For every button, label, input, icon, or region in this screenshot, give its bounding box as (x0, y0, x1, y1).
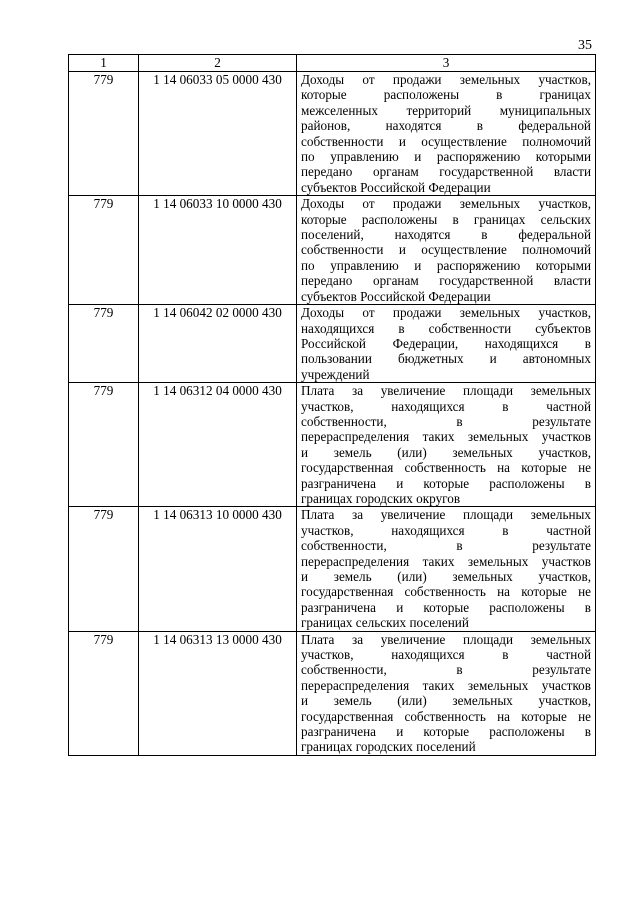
page-number: 35 (578, 38, 592, 53)
revenue-name-line: и земель (или) земельных участков, (301, 693, 591, 709)
revenue-name-line: разграничена и которые расположены в (301, 599, 591, 615)
revenue-name-line: перераспределения таких земельных участков (301, 677, 591, 693)
revenue-name-line: учреждений (301, 366, 370, 382)
table-body (69, 72, 596, 756)
table-row (69, 196, 596, 305)
revenue-name-line: Доходы от продажи земельных участков, (301, 72, 591, 87)
revenue-name-line: по управлению и распоряжению которыми (301, 257, 591, 273)
revenue-name-cell (297, 305, 596, 383)
admin-code-cell: 779 (69, 631, 139, 755)
revenue-name-line: Доходы от продажи земельных участков, (301, 196, 591, 212)
revenue-name-line: участков, находящихся в частной (301, 647, 591, 663)
revenue-name-line: Доходы от продажи земельных участков, (301, 305, 591, 321)
table-row (69, 72, 596, 196)
revenue-name-cell (297, 72, 596, 196)
table-header-row (69, 55, 596, 72)
revenue-name-line: и земель (или) земельных участков, (301, 444, 591, 460)
column-header: 2 (139, 55, 297, 72)
admin-code-cell: 779 (69, 383, 139, 507)
budget-code-cell: 1 14 06313 10 0000 430 (139, 507, 297, 631)
revenue-name-line: Плата за увеличение площади земельных (301, 383, 591, 399)
revenue-name-cell (297, 631, 596, 755)
revenue-codes-table (68, 54, 596, 756)
revenue-name-line: Российской Федерации, находящихся в (301, 335, 591, 351)
table-row (69, 305, 596, 383)
budget-code-cell: 1 14 06033 05 0000 430 (139, 72, 297, 196)
budget-code-cell: 1 14 06042 02 0000 430 (139, 305, 297, 383)
revenue-name-line: собственности, в результате (301, 538, 591, 554)
revenue-name-line: государственная собственность на которые не (301, 584, 591, 600)
revenue-name-line: собственности, в результате (301, 413, 591, 429)
revenue-name-line: субъектов Российской Федерации (301, 179, 491, 195)
revenue-name-cell (297, 196, 596, 305)
column-header: 1 (69, 55, 139, 72)
revenue-name-line: собственности, в результате (301, 662, 591, 678)
revenue-name-line: собственности и осуществление полномочий (301, 242, 591, 258)
budget-code-cell: 1 14 06033 10 0000 430 (139, 196, 297, 305)
revenue-name-line: районов, находятся в федеральной (301, 118, 591, 134)
revenue-name-line: государственная собственность на которые не (301, 708, 591, 724)
revenue-name-cell (297, 507, 596, 631)
revenue-name-line: которые расположены в границах (301, 87, 591, 103)
revenue-name-line: передано органам государственной власти (301, 164, 591, 180)
revenue-name-line: находящихся в собственности субъектов (301, 320, 591, 336)
revenue-name-line: которые расположены в границах сельских (301, 211, 591, 227)
revenue-name-line: собственности и осуществление полномочий (301, 133, 591, 149)
admin-code-cell: 779 (69, 507, 139, 631)
revenue-name-cell (297, 383, 596, 507)
revenue-name-line: разграничена и которые расположены в (301, 724, 591, 740)
table-row (69, 631, 596, 755)
revenue-name-line: границах сельских поселений (301, 615, 469, 631)
revenue-name-line: участков, находящихся в частной (301, 398, 591, 414)
revenue-name-line: и земель (или) земельных участков, (301, 569, 591, 584)
revenue-name-line: передано органам государственной власти (301, 273, 591, 289)
revenue-name-line: Плата за увеличение площади земельных (301, 507, 591, 523)
budget-code-cell: 1 14 06312 04 0000 430 (139, 383, 297, 507)
revenue-name-line: по управлению и распоряжению которыми (301, 149, 591, 165)
admin-code-cell: 779 (69, 72, 139, 196)
admin-code-cell: 779 (69, 305, 139, 383)
revenue-name-line: перераспределения таких земельных участков (301, 553, 591, 569)
revenue-name-line: участков, находящихся в частной (301, 522, 591, 538)
revenue-name-line: пользовании бюджетных и автономных (301, 351, 591, 367)
revenue-name-line: межселенных территорий муниципальных (301, 102, 591, 118)
revenue-name-line: разграничена и которые расположены в (301, 475, 591, 491)
revenue-name-line: поселений, находятся в федеральной (301, 227, 591, 243)
table-row (69, 383, 596, 507)
revenue-name-line: перераспределения таких земельных участков (301, 429, 591, 445)
table-row (69, 507, 596, 631)
revenue-name-line: границах городских округов (301, 490, 461, 506)
admin-code-cell: 779 (69, 196, 139, 305)
revenue-name-line: границах городских поселений (301, 739, 476, 755)
revenue-name-line: государственная собственность на которые не (301, 460, 591, 476)
budget-code-cell: 1 14 06313 13 0000 430 (139, 631, 297, 755)
revenue-name-line: субъектов Российской Федерации (301, 288, 491, 304)
column-header: 3 (297, 55, 596, 72)
revenue-name-line: Плата за увеличение площади земельных (301, 631, 591, 647)
